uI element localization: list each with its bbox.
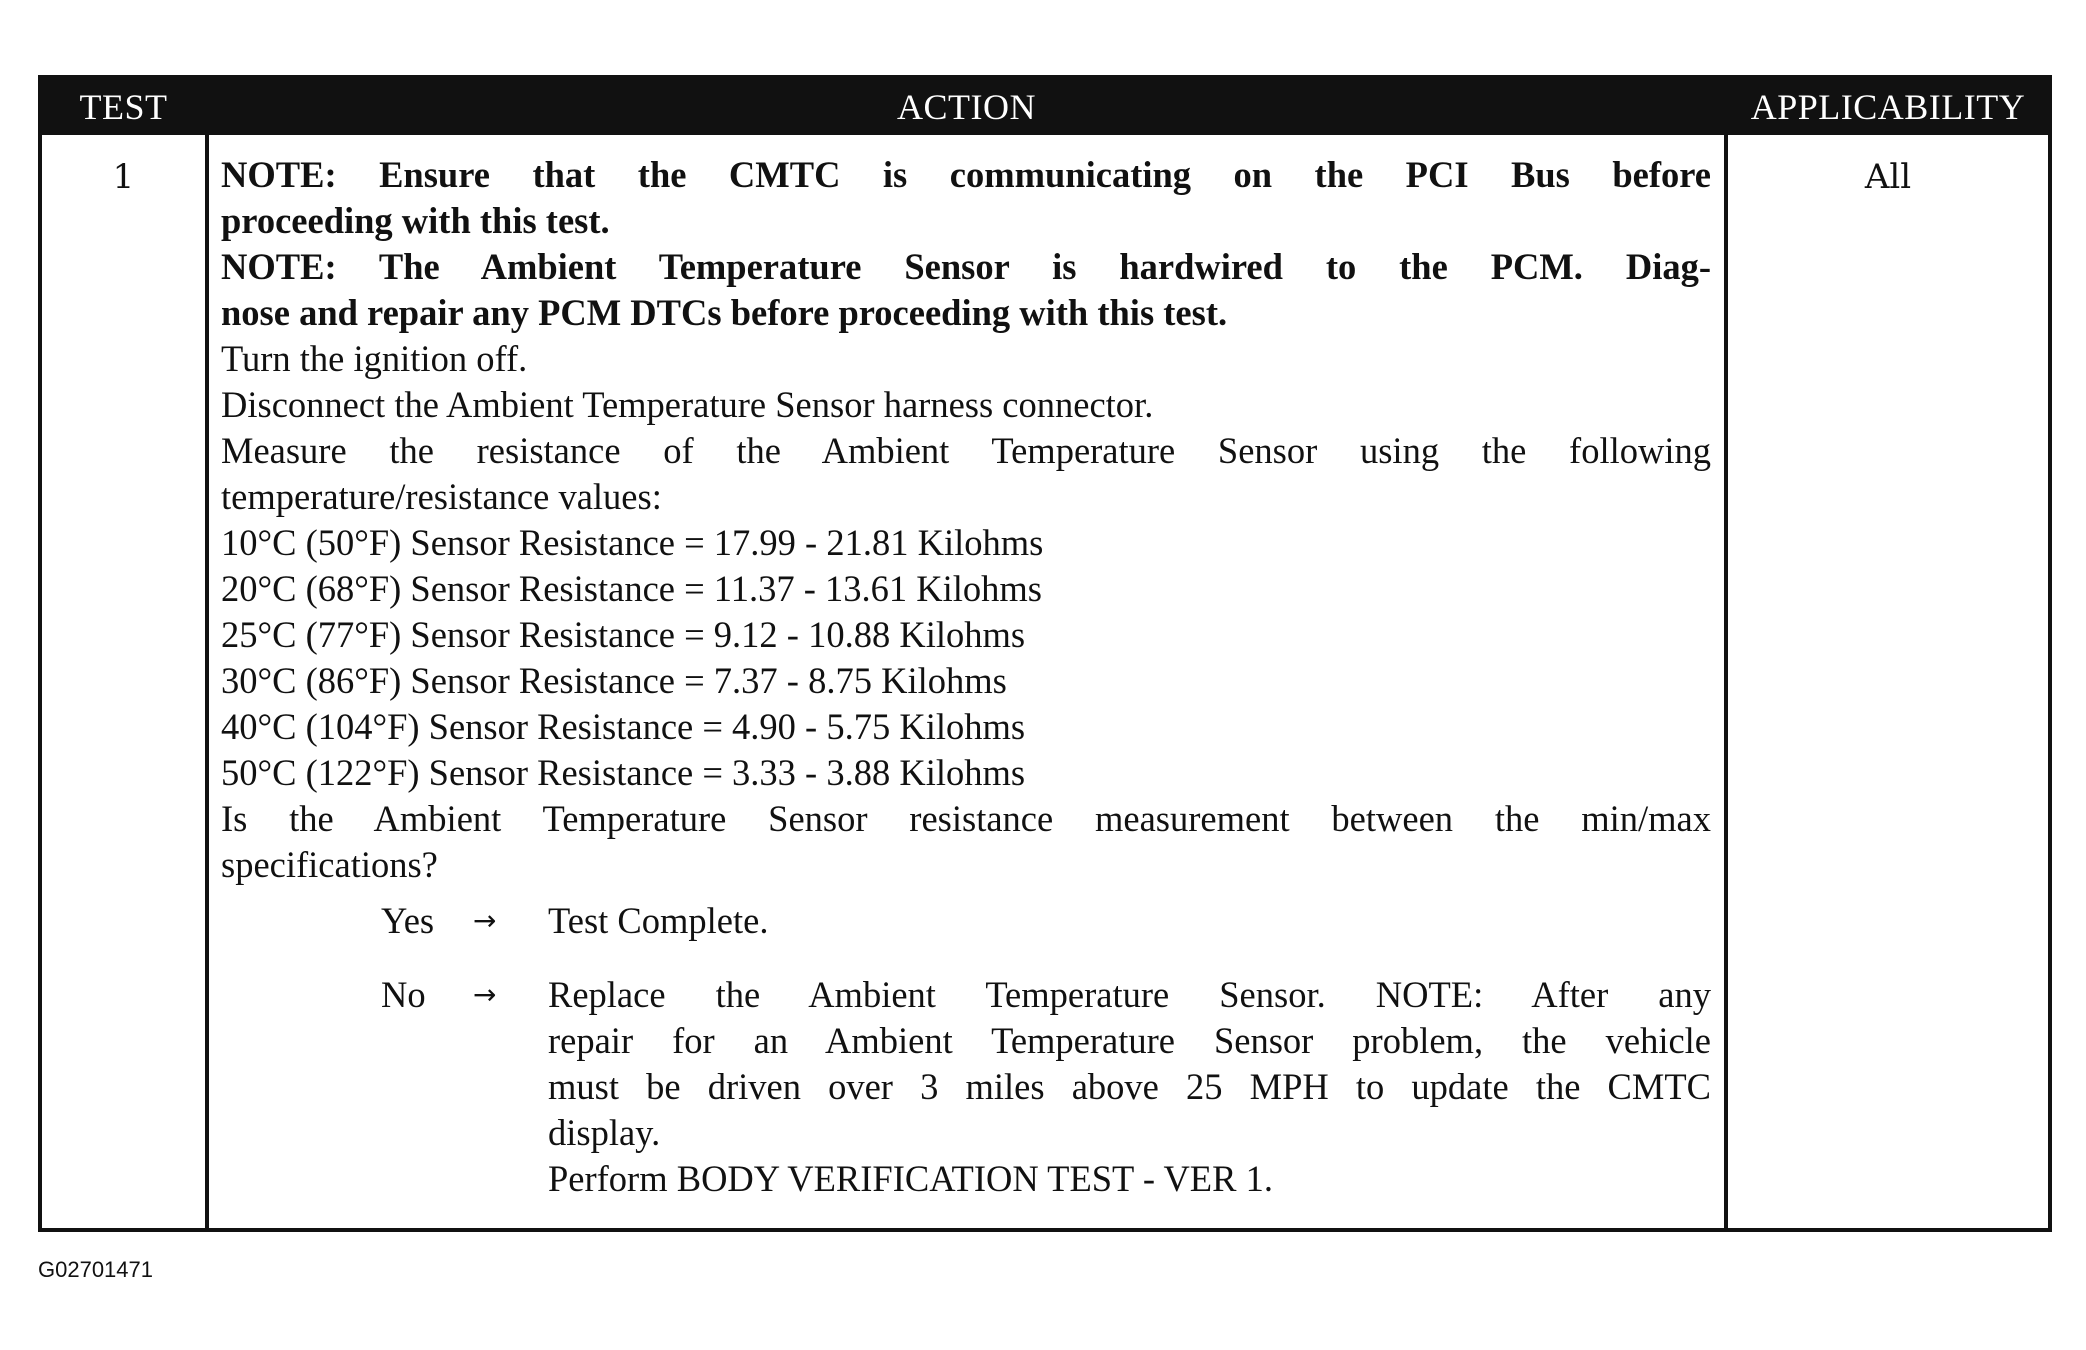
column-divider bbox=[205, 135, 209, 1228]
action-line: proceeding with this test. bbox=[221, 200, 610, 241]
action-line: temperature/resistance values: bbox=[221, 476, 662, 517]
action-line: 50°C (122°F) Sensor Resistance = 3.33 - 3.88 Kilohms bbox=[221, 752, 1026, 793]
action-line: 25°C (77°F) Sensor Resistance = 9.12 - 10.88 Kilohms bbox=[221, 614, 1026, 655]
result-no-label: No bbox=[381, 974, 426, 1015]
column-divider bbox=[1724, 135, 1728, 1228]
result-no-text bbox=[548, 972, 1711, 1202]
result-yes bbox=[221, 898, 1711, 944]
test-number: 1 bbox=[112, 157, 135, 197]
result-yes-label: Yes bbox=[381, 900, 435, 941]
action-line: Measure the resistance of the Ambient Temperature Sensor using the following bbox=[221, 430, 1711, 471]
result-no-line: repair for an Ambient Temperature Sensor problem, the vehicle bbox=[548, 1020, 1711, 1061]
diagnostic-test-table bbox=[38, 75, 2052, 1232]
action-line: 40°C (104°F) Sensor Resistance = 4.90 - 5.75 Kilohms bbox=[221, 706, 1026, 747]
table-header-row bbox=[42, 79, 2048, 135]
arrow-right-icon: → bbox=[473, 978, 497, 1011]
action-instructions bbox=[221, 152, 1711, 888]
action-line: NOTE: The Ambient Temperature Sensor is hardwired to the PCM. Diag- bbox=[221, 246, 1711, 287]
action-line: NOTE: Ensure that the CMTC is communicating on the PCI Bus before bbox=[221, 154, 1711, 195]
result-no bbox=[221, 972, 1711, 1202]
action-line: 10°C (50°F) Sensor Resistance = 17.99 - 21.81 Kilohms bbox=[221, 522, 1044, 563]
result-no-line: Perform BODY VERIFICATION TEST - VER 1. bbox=[548, 1158, 1273, 1199]
action-line: 20°C (68°F) Sensor Resistance = 11.37 - 13.61 Kilohms bbox=[221, 568, 1042, 609]
figure-id: G02701471 bbox=[38, 1257, 153, 1282]
result-yes-line: Test Complete. bbox=[548, 900, 769, 941]
action-line: 30°C (86°F) Sensor Resistance = 7.37 - 8.75 Kilohms bbox=[221, 660, 1007, 701]
action-line: Is the Ambient Temperature Sensor resistance measurement between the min/max bbox=[221, 798, 1711, 839]
arrow-right-icon: → bbox=[473, 904, 497, 937]
action-line: Turn the ignition off. bbox=[221, 338, 528, 379]
result-no-line: must be driven over 3 miles above 25 MPH to update the CMTC bbox=[548, 1066, 1711, 1107]
result-yes-text bbox=[548, 898, 1711, 944]
action-line: specifications? bbox=[221, 844, 438, 885]
result-no-line: Replace the Ambient Temperature Sensor. NOTE: After any bbox=[548, 974, 1711, 1015]
header-applicability: APPLICABILITY bbox=[1750, 87, 2026, 127]
action-cell bbox=[221, 152, 1711, 1202]
action-line: nose and repair any PCM DTCs before proceeding with this test. bbox=[221, 292, 1228, 333]
action-line: Disconnect the Ambient Temperature Sensor harness connector. bbox=[221, 384, 1154, 425]
applicability-value: All bbox=[1864, 157, 1912, 197]
header-test: TEST bbox=[79, 87, 168, 127]
header-action: ACTION bbox=[897, 87, 1036, 127]
result-no-line: display. bbox=[548, 1112, 661, 1153]
